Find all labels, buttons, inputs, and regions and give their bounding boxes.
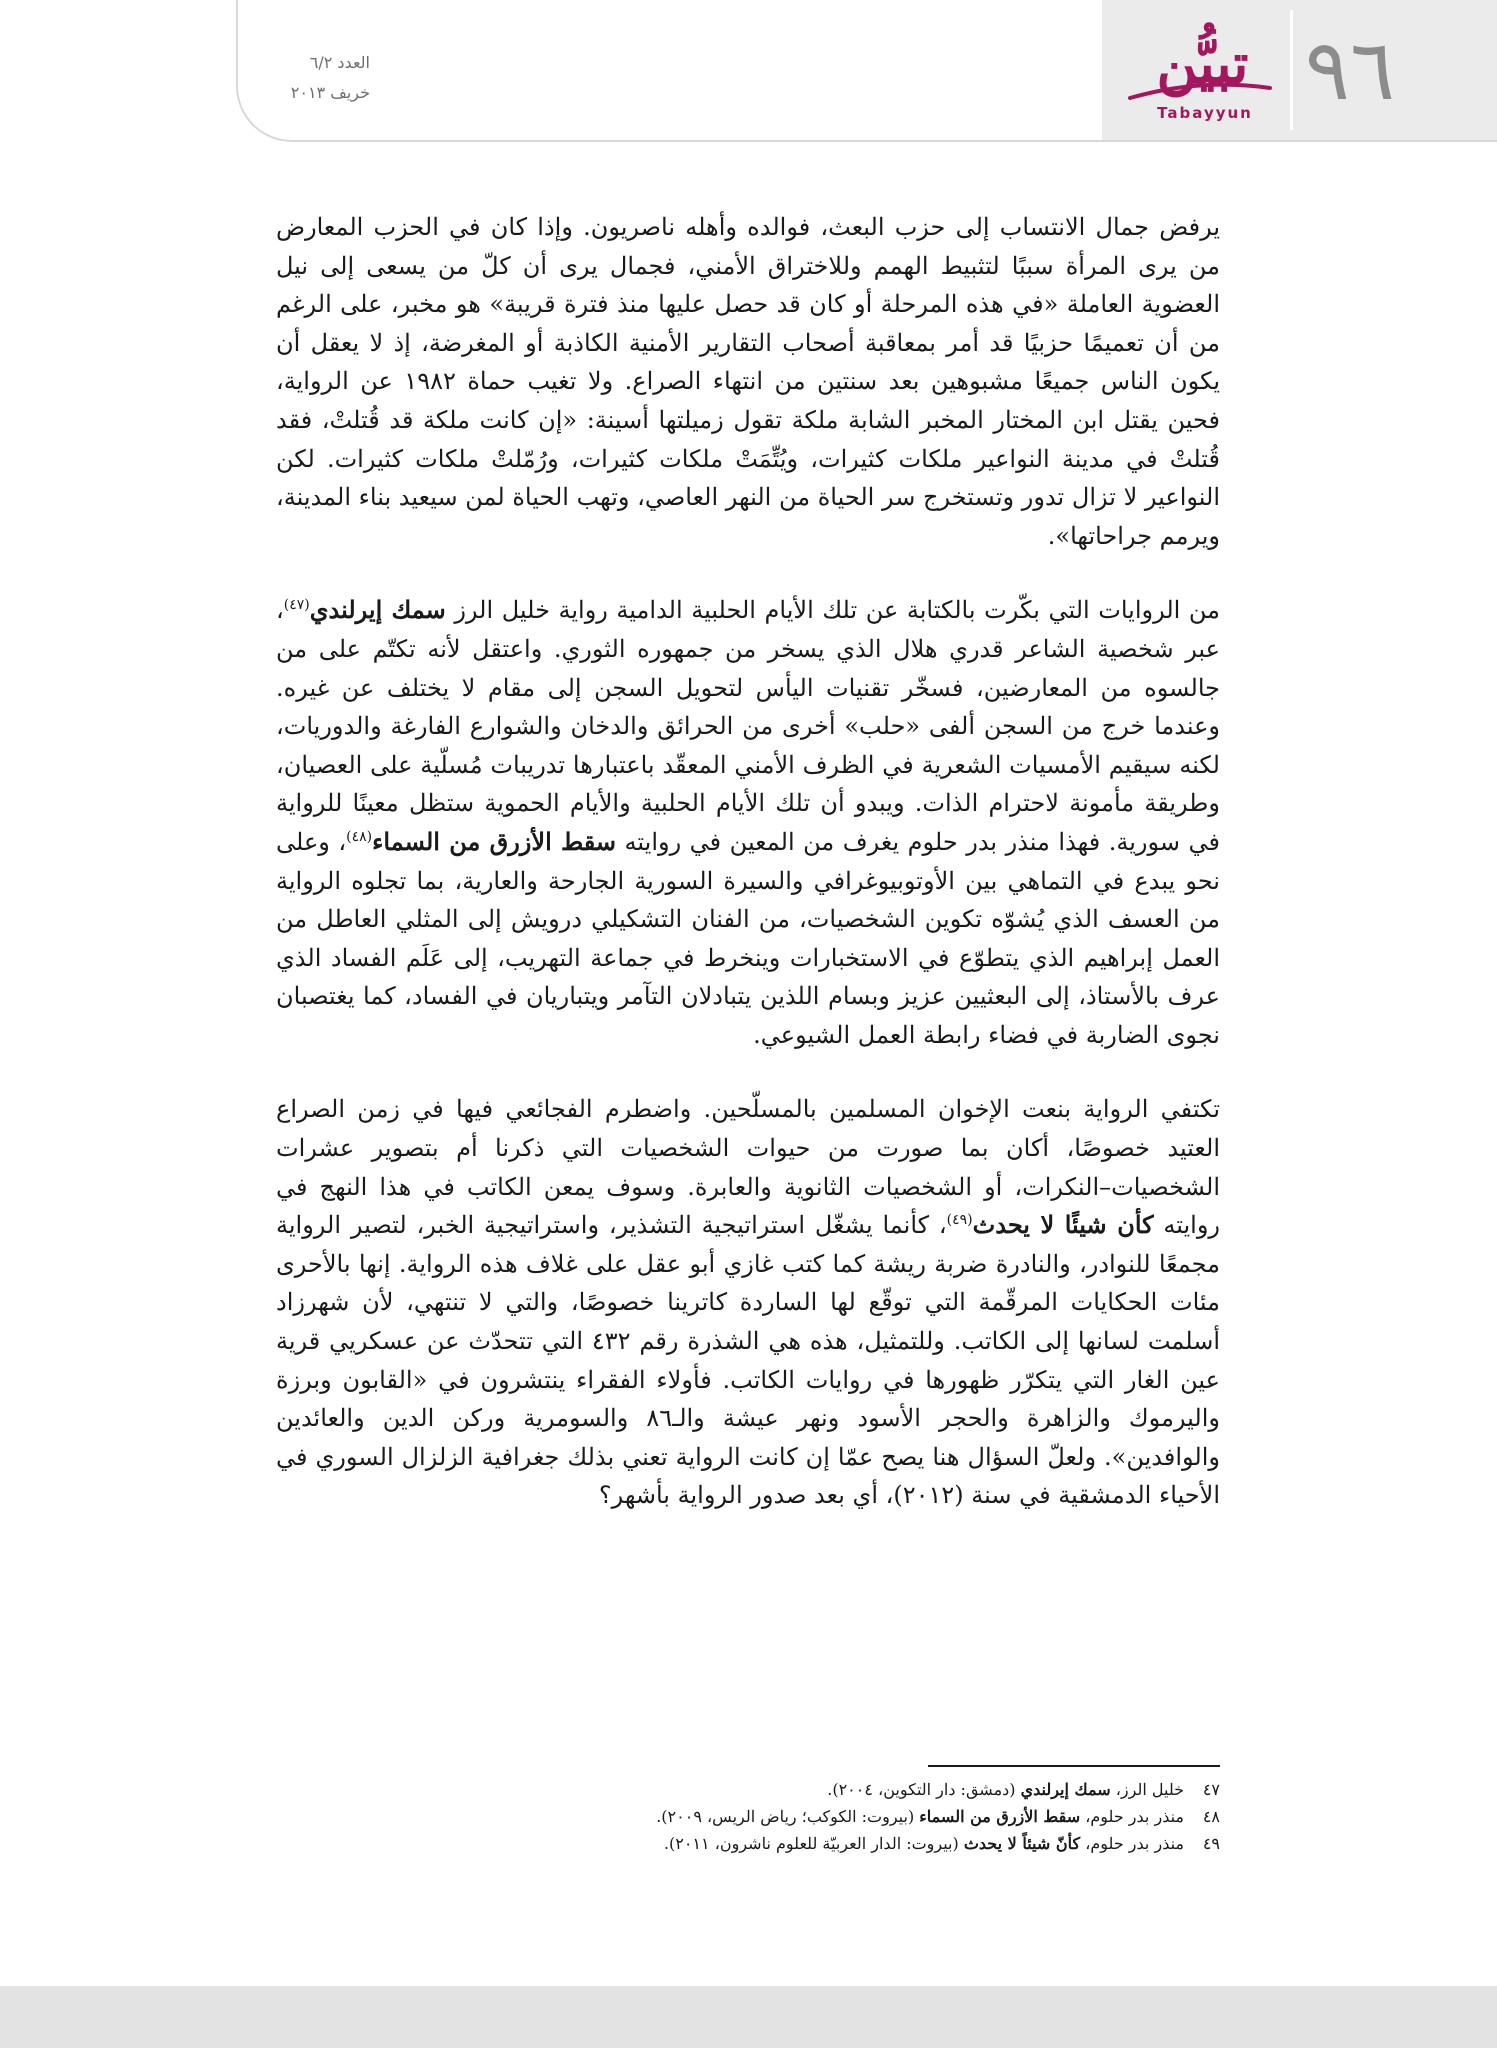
paragraph-2 — [276, 591, 1220, 1054]
novel-title-blue-fell: سقط الأزرق من السماء — [372, 826, 617, 856]
header-divider — [1290, 10, 1293, 130]
page-header — [0, 0, 1497, 142]
logo-swoosh-icon — [1120, 68, 1285, 108]
logo-arabic-text: تبيُّن — [1156, 31, 1249, 97]
footnote-divider — [928, 1765, 1220, 1767]
novel-title-irish-fish: سمك إيرلندي — [309, 595, 446, 625]
footnotes — [540, 1776, 1220, 1857]
footnote-author: خليل الرز، — [1110, 1780, 1184, 1799]
issue-number: العدد ٦/٢ — [309, 53, 370, 72]
page-footer-band — [0, 1986, 1497, 2048]
journal-logo — [1120, 28, 1285, 128]
novel-title-as-if-nothing: كأن شيئًا لا يحدث — [972, 1210, 1154, 1240]
paragraph-3-intro: تكتفي الرواية بنعت الإخوان المسلمين بالمسلّحين. واضطرم الفجائعي فيها في زمن الصراع العتيد خصوصًا، أكان بما صورت من حيوات الشخصيات التي ذكرنا أم بتصوير عشرات الشخصيات–النكرات، أو الشخصيات الثانوية والعابرة. وسوف يمعن الكاتب في هذا النهج في روايته — [276, 1095, 1221, 1240]
footnote-text — [664, 1830, 1184, 1857]
footnote-publication: (بيروت: الدار العربيّة للعلوم ناشرون، ٢٠١١). — [663, 1834, 964, 1853]
issue-info — [250, 48, 370, 118]
footnote-ref-47[interactable]: (٤٧) — [283, 597, 310, 614]
footnote-ref-48[interactable]: (٤٨) — [346, 828, 373, 845]
paragraph-2-continuation: ، عبر شخصية الشاعر قدري هلال الذي يسخر من جمهوره الثوري. واعتقل لأنه تكتّم على من جالسوه من المعارضين، فسخّر تقنيات اليأس لتحويل السجن إلى مقام لا يختلف عن غيره. وعندما خرج من السجن ألفى «حلب» أخرى من الحرائق والدخان والشوارع الفارغة والدوريات، لكنه سيقيم الأمسيات الشعرية في الظرف الأمني المعقّد باعتبارها تدريبات مُسلّية على العصيان، وطريقة مأمونة لاحترام الذات. ويبدو أن تلك الأيام الحلبية والأيام الحموية ستظل معينًا للرواية في سورية. فهذا منذر بدر حلوم يغرف من المعين في روايته — [276, 596, 1220, 856]
paragraph-1: يرفض جمال الانتساب إلى حزب البعث، فوالده وأهله ناصريون. وإذا كان في الحزب المعارض من يرى المرأة سببًا لتثبيط الهمم وللاختراق الأمني، فجمال يرى أن كلّ من يسعى إلى نيل العضوية العاملة «في هذه المرحلة أو كان قد حصل عليها منذ فترة قريبة» هو مخبر، على الرغم من أن تعميمًا حزبيًا قد أمر بمعاقبة أصحاب التقارير الأمنية الكاذبة أو المغرضة، إذ لا يعقل أن يكون الناس جميعًا مشبوهين بعد سنتين من انتهاء الصراع. ولا تغيب حماة ١٩٨٢ عن الرواية، فحين يقتل ابن المختار المخبر الشابة ملكة تقول زميلتها أسينة: «إن كانت ملكة قد قُتلتْ، فقد قُتلتْ في مدينة النواعير ملكات كثيرات، ويُتِّمَتْ ملكات كثيرات، ورُمّلتْ ملكات كثيرات. لكن النواعير لا تزال تدور وتستخرج سر الحياة من النهر العاصي، وتهب الحياة لمن سيعيد بناء المدينة، ويرمم جراحاتها». — [276, 213, 1221, 550]
footnote-text — [827, 1776, 1184, 1803]
paragraph-3-continuation: ، كأنما يشغّل استراتيجية التشذير، واستراتيجية الخبر، لتصير الرواية مجمعًا للنوادر، والنادرة ضربة ريشة كما كتب غازي أبو عقل على غلاف هذه الرواية. إنها بالأحرى مئات الحكايات المرقّمة التي توقّع لها الساردة كاترينا خصوصًا، والتي لا تنتهي، لأن شهرزاد أسلمت لسانها إلى الكاتب. وللتمثيل، هذه هي الشذرة رقم ٤٣٢ التي تتحدّث عن عسكريي قرية عين الغار التي يتكرّر ظهورها في روايات الكاتب. فأولاء الفقراء ينتشرون في «القابون وبرزة واليرموك والزاهرة والحجر الأسود ونهر عيشة والـ٨٦ والسومرية وركن الدين والعائدين والوافدين». ولعلّ السؤال هنا يصح عمّا إن كانت الرواية تعني بذلك جغرافية الزلزال السوري في الأحياء الدمشقية في سنة (٢٠١٢)، أي بعد صدور الرواية بأشهر؟ — [276, 1211, 1220, 1510]
footnote-author: منذر بدر حلوم، — [1080, 1807, 1184, 1826]
footnote-number: ٤٧ — [1202, 1780, 1220, 1799]
footnote-title: سقط الأزرق من السماء — [919, 1807, 1081, 1826]
footnote-title: كأنّ شيئاً لا يحدث — [963, 1834, 1081, 1853]
footnote-number: ٤٩ — [1202, 1834, 1220, 1853]
page-number: ٩٦ — [1304, 21, 1396, 119]
footnote-publication: (بيروت: الكوكب؛ رياض الريس، ٢٠٠٩). — [656, 1807, 920, 1826]
footnote-47 — [540, 1776, 1220, 1803]
paragraph-2-ending: ، وعلى نحو يبدع في التماهي بين الأوتوبيوغرافي والسيرة السورية الجارحة والعارية، بما تجلوه الرواية من العسف الذي يُشوّه تكوين الشخصيات، من الفنان التشكيلي درويش إلى المثلي العاطل من العمل إبراهيم الذي يتطوّع في الاستخبارات وينخرط في جماعة التهريب، إلى عَلَم الفساد الذي عرف بالأستاذ، إلى البعثيين عزيز وبسام اللذين يتبادلان التآمر ويتباريان في الفساد، كما يغتصبان نجوى الضاربة في فضاء رابطة العمل الشيوعي. — [276, 827, 1220, 1049]
logo-latin-text: Tabayyun — [1157, 104, 1253, 122]
footnote-48 — [540, 1803, 1220, 1830]
paragraph-2-intro: من الروايات التي بكّرت بالكتابة عن تلك الأيام الحلبية الدامية رواية خليل الرز — [445, 596, 1220, 625]
issue-season: خريف ٢٠١٣ — [290, 83, 370, 102]
paragraph-3 — [276, 1090, 1220, 1515]
footnote-title: سمك إيرلندي — [1020, 1780, 1111, 1799]
footnote-49 — [540, 1830, 1220, 1857]
footnote-number: ٤٨ — [1202, 1807, 1220, 1826]
footnote-author: منذر بدر حلوم، — [1080, 1834, 1184, 1853]
footnote-publication: (دمشق: دار التكوين، ٢٠٠٤). — [827, 1780, 1021, 1799]
footnote-ref-49[interactable]: (٤٩) — [946, 1212, 973, 1229]
article-body — [276, 208, 1220, 1551]
footnote-text — [656, 1803, 1184, 1830]
